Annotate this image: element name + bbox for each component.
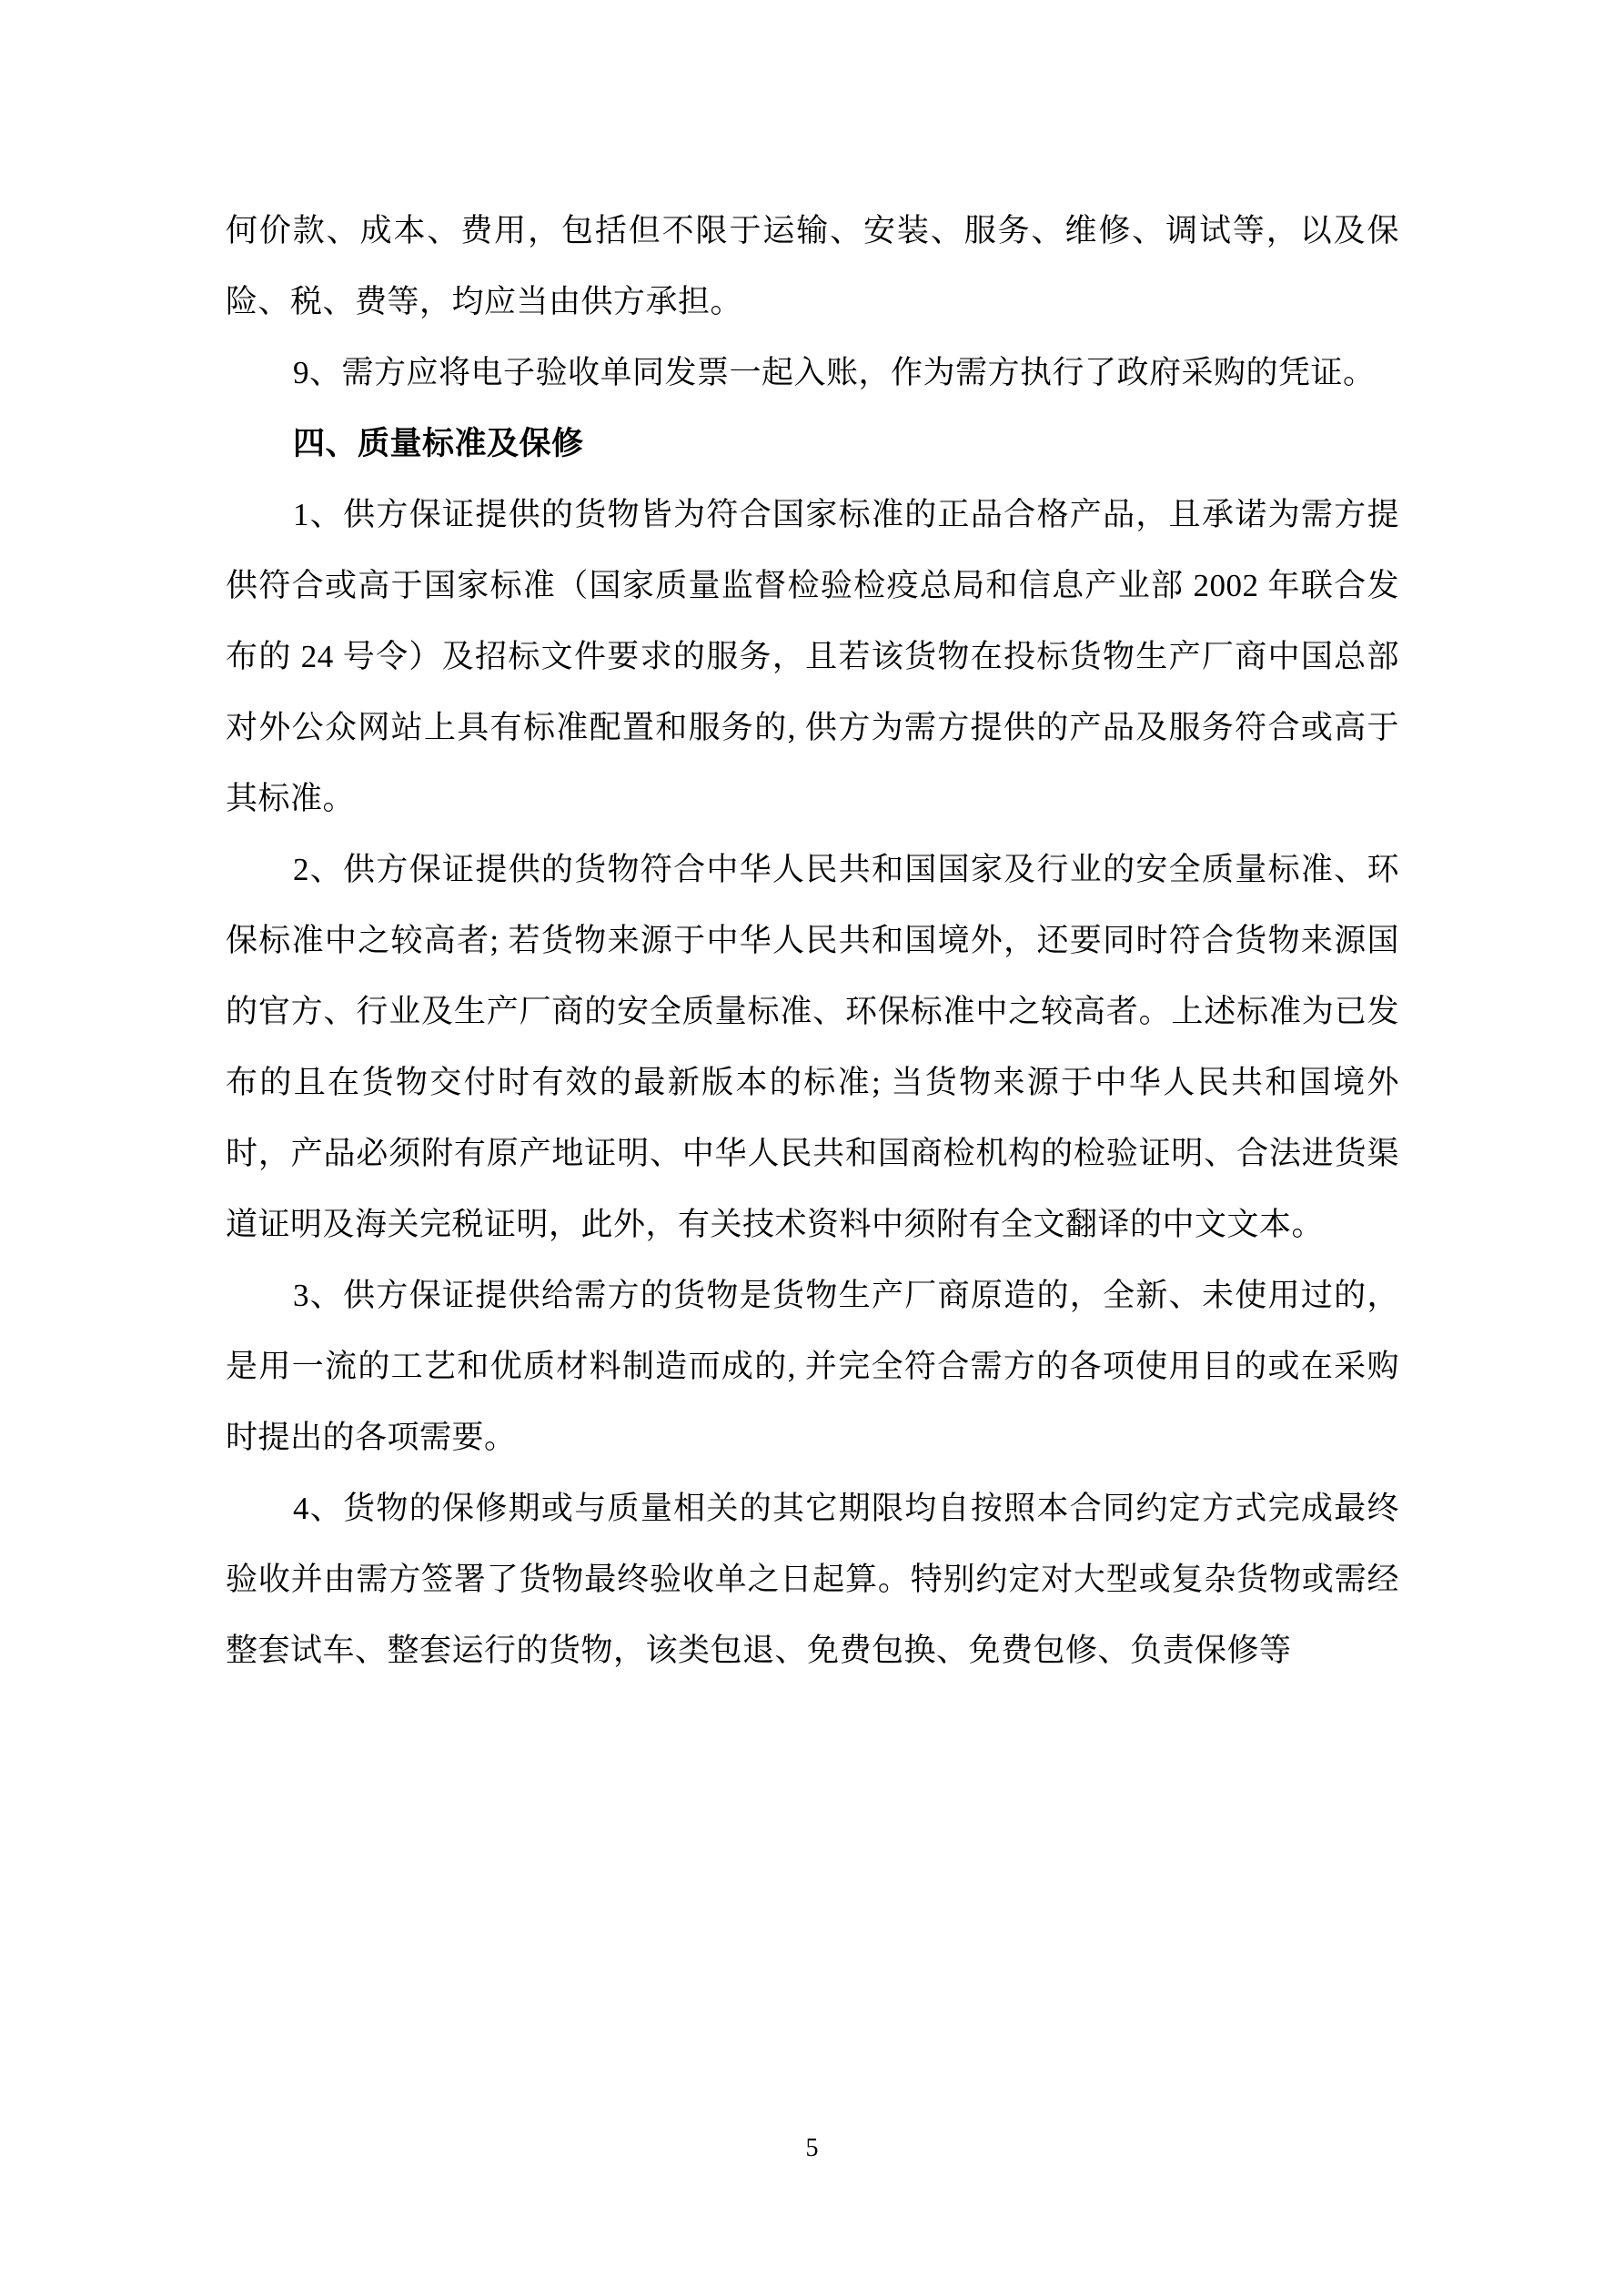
section-heading-quality-standards: 四、质量标准及保修 <box>293 426 584 461</box>
paragraph-item-4: 4、货物的保修期或与质量相关的其它期限均自按照本合同约定方式完成最终验收并由需方签署了货物最终验收单之日起算。特别约定对大型或复杂货物或需经整套试车、整套运行的货物，该类包退、免费包换、免费包修、负责保修等 <box>226 1491 1399 1668</box>
page-number: 5 <box>805 2134 819 2162</box>
page-content <box>226 196 1399 1686</box>
paragraph-continued: 何价款、成本、费用，包括但不限于运输、安装、服务、维修、调试等，以及保险、税、费等，均应当由供方承担。 <box>226 213 1399 319</box>
paragraph-item-3: 3、供方保证提供给需方的货物是货物生产厂商原造的，全新、未使用过的，是用一流的工艺和优质材料制造而成的, 并完全符合需方的各项使用目的或在采购时提出的各项需要。 <box>226 1278 1399 1455</box>
paragraph-item-2: 2、供方保证提供的货物符合中华人民共和国国家及行业的安全质量标准、环保标准中之较高者; 若货物来源于中华人民共和国境外，还要同时符合货物来源国的官方、行业及生产厂商的安全质量标准、环保标准中之较高者。上述标准为已发布的且在货物交付时有效的最新版本的标准; 当货物来源于中华人民共和国境外时，产品必须附有原产地证明、中华人民共和国商检机构的检验证明、合法进货渠道证明及海关完税证明，此外，有关技术资料中须附有全文翻译的中文文本。 <box>226 852 1399 1242</box>
paragraph-item-1: 1、供方保证提供的货物皆为符合国家标准的正品合格产品，且承诺为需方提供符合或高于国家标准（国家质量监督检验检疫总局和信息产业部 2002 年联合发布的 24 号令）及招标文件要求的服务，且若该货物在投标货物生产厂商中国总部对外公众网站上具有标准配置和服务的, 供方为需方提供的产品及服务符合或高于其标准。 <box>226 497 1399 816</box>
paragraph-item-9: 9、需方应将电子验收单同发票一起入账，作为需方执行了政府采购的凭证。 <box>293 355 1376 390</box>
